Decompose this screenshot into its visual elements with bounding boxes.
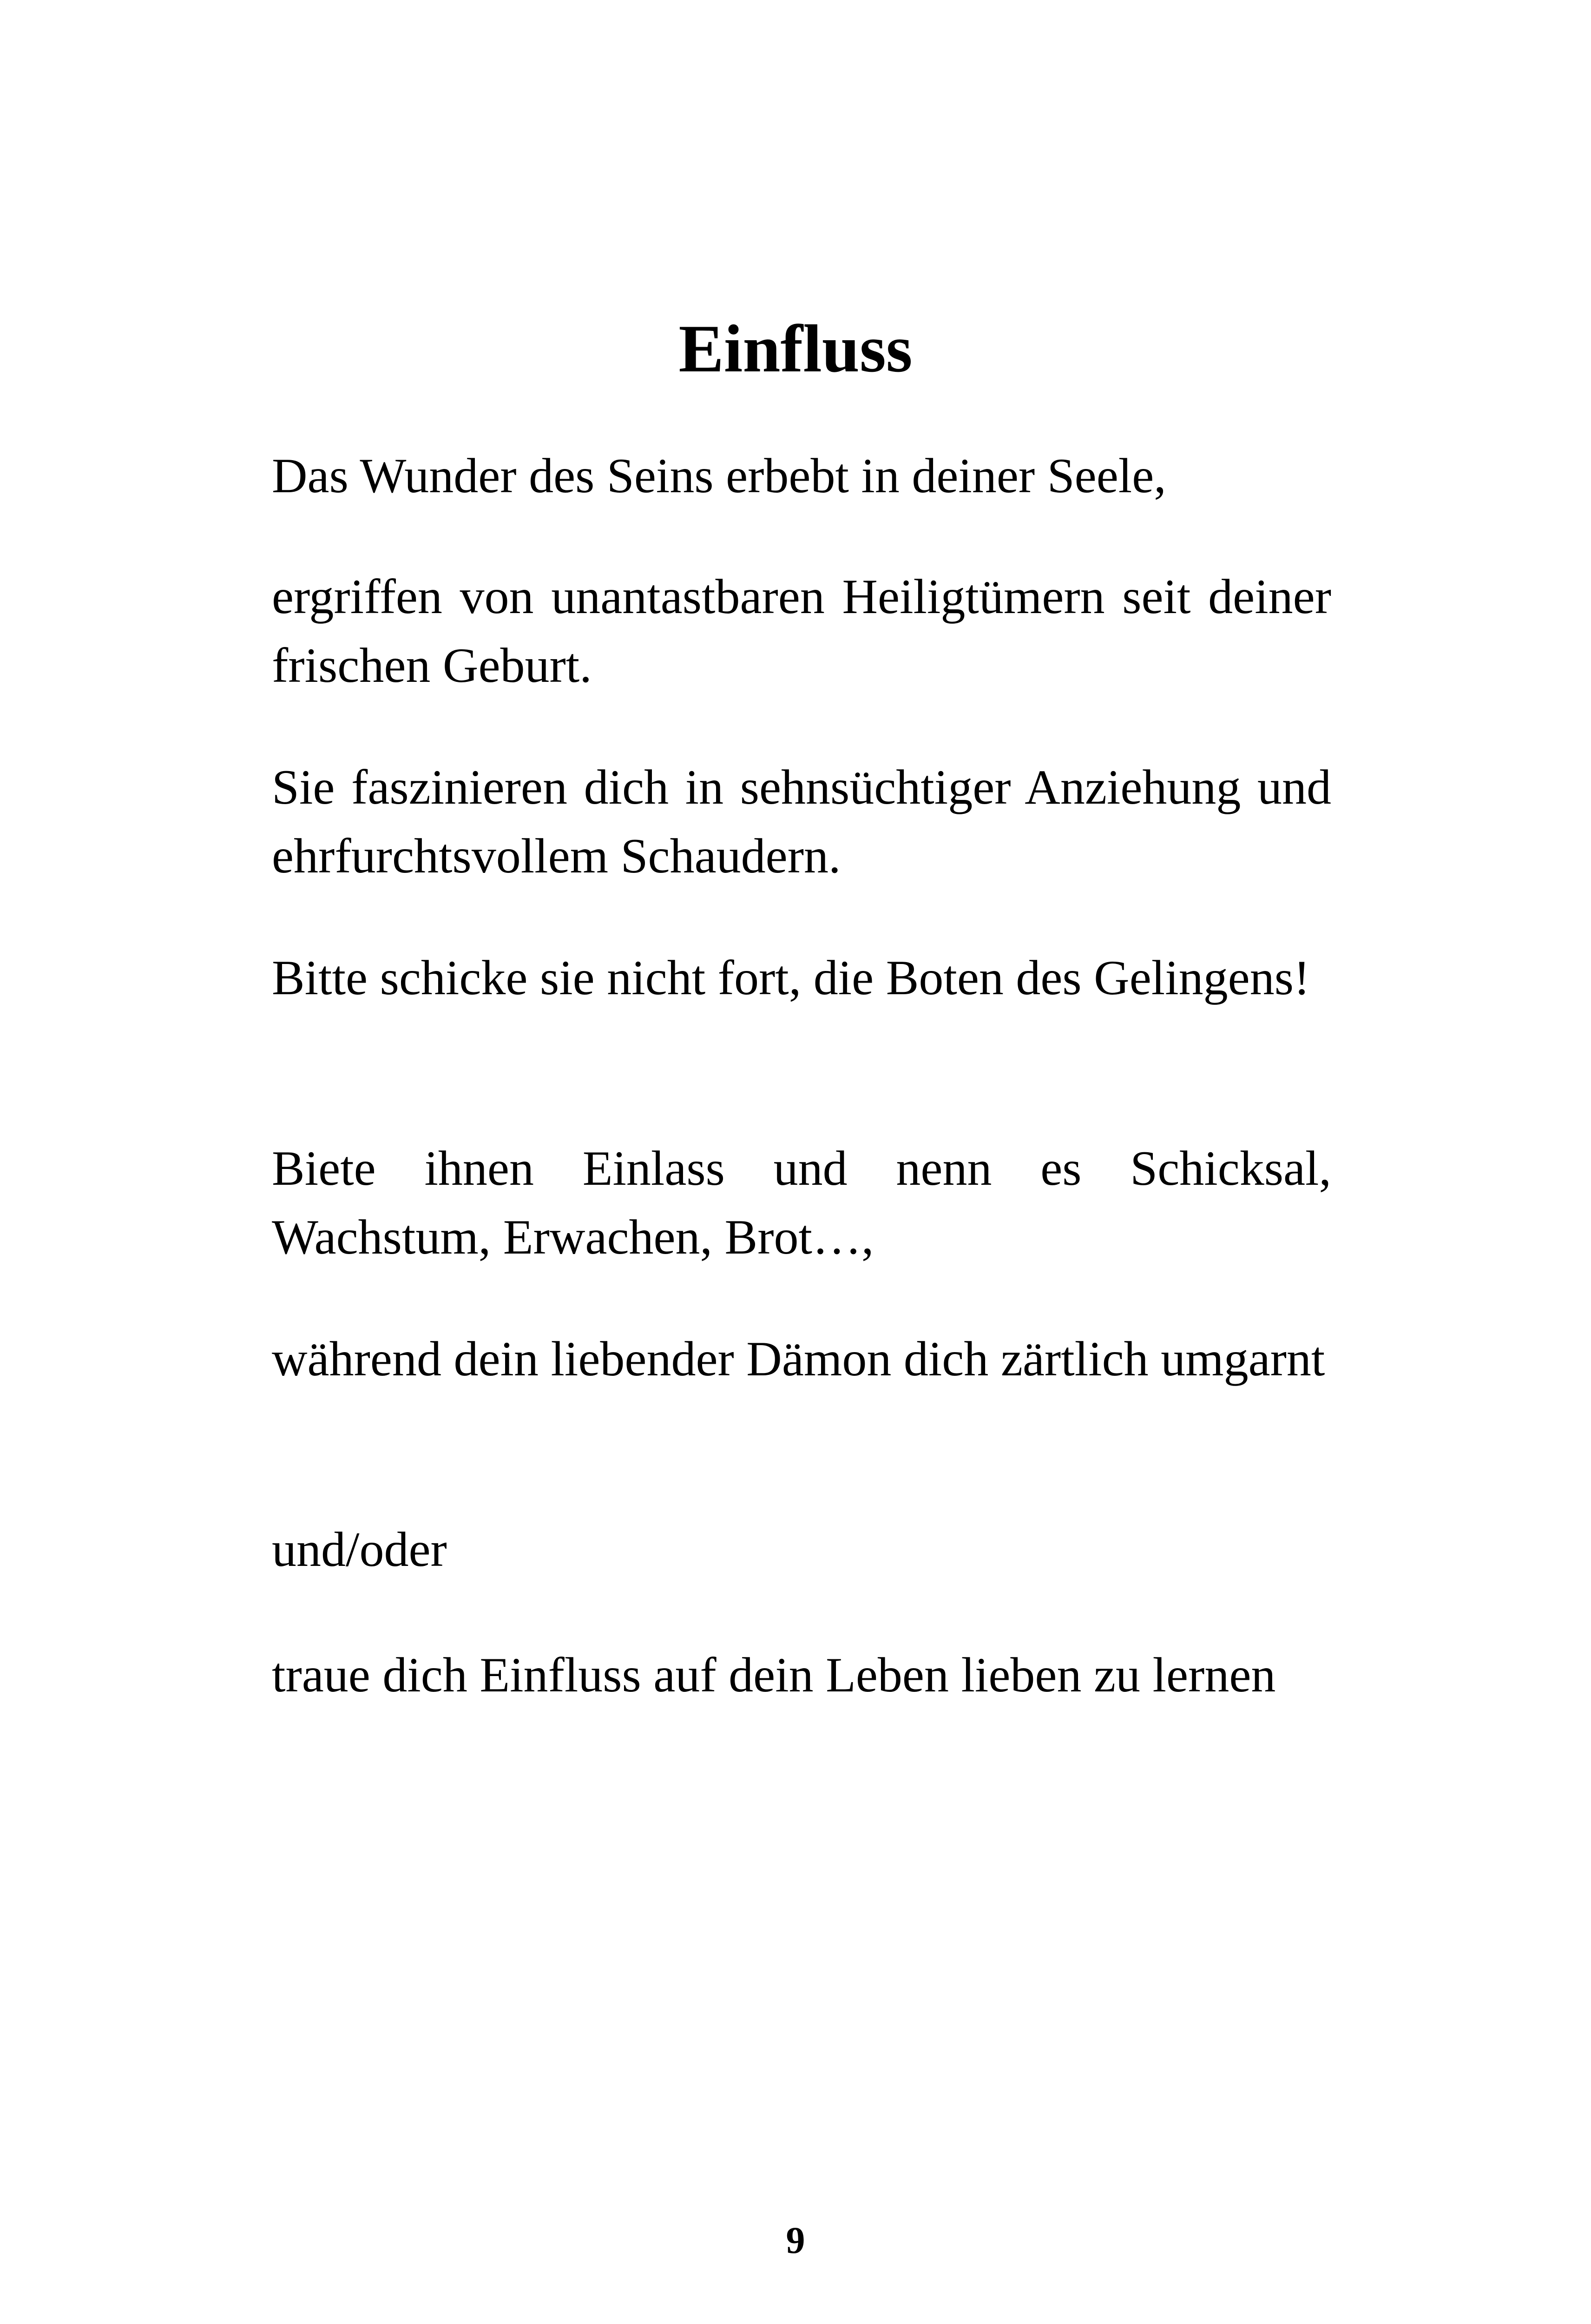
page-number: 9 [786,2219,805,2261]
paragraph-7: und/oder [272,1522,447,1577]
paragraph-3: Sie faszinieren dich in sehnsüchtiger Anziehung und ehrfurchtsvollem Schaudern. [272,760,1331,883]
paragraph-4: Bitte schicke sie nicht fort, die Boten des Gelingens! [272,951,1310,1005]
paragraph-8: traue dich Einfluss auf dein Leben lieben zu lernen [272,1648,1276,1702]
paragraph-1: Das Wunder des Seins erbebt in deiner Seele, [272,449,1166,503]
paragraph-5: Biete ihnen Einlass und nenn es Schicksal, Wachstum, Erwachen, Brot…, [272,1141,1331,1264]
paragraph-6: während dein liebender Dämon dich zärtlich umgarnt [272,1332,1325,1386]
page-title: Einfluss [678,311,913,386]
paragraph-2: ergriffen von unantastbaren Heiligtümern seit deiner frischen Geburt. [272,569,1331,693]
